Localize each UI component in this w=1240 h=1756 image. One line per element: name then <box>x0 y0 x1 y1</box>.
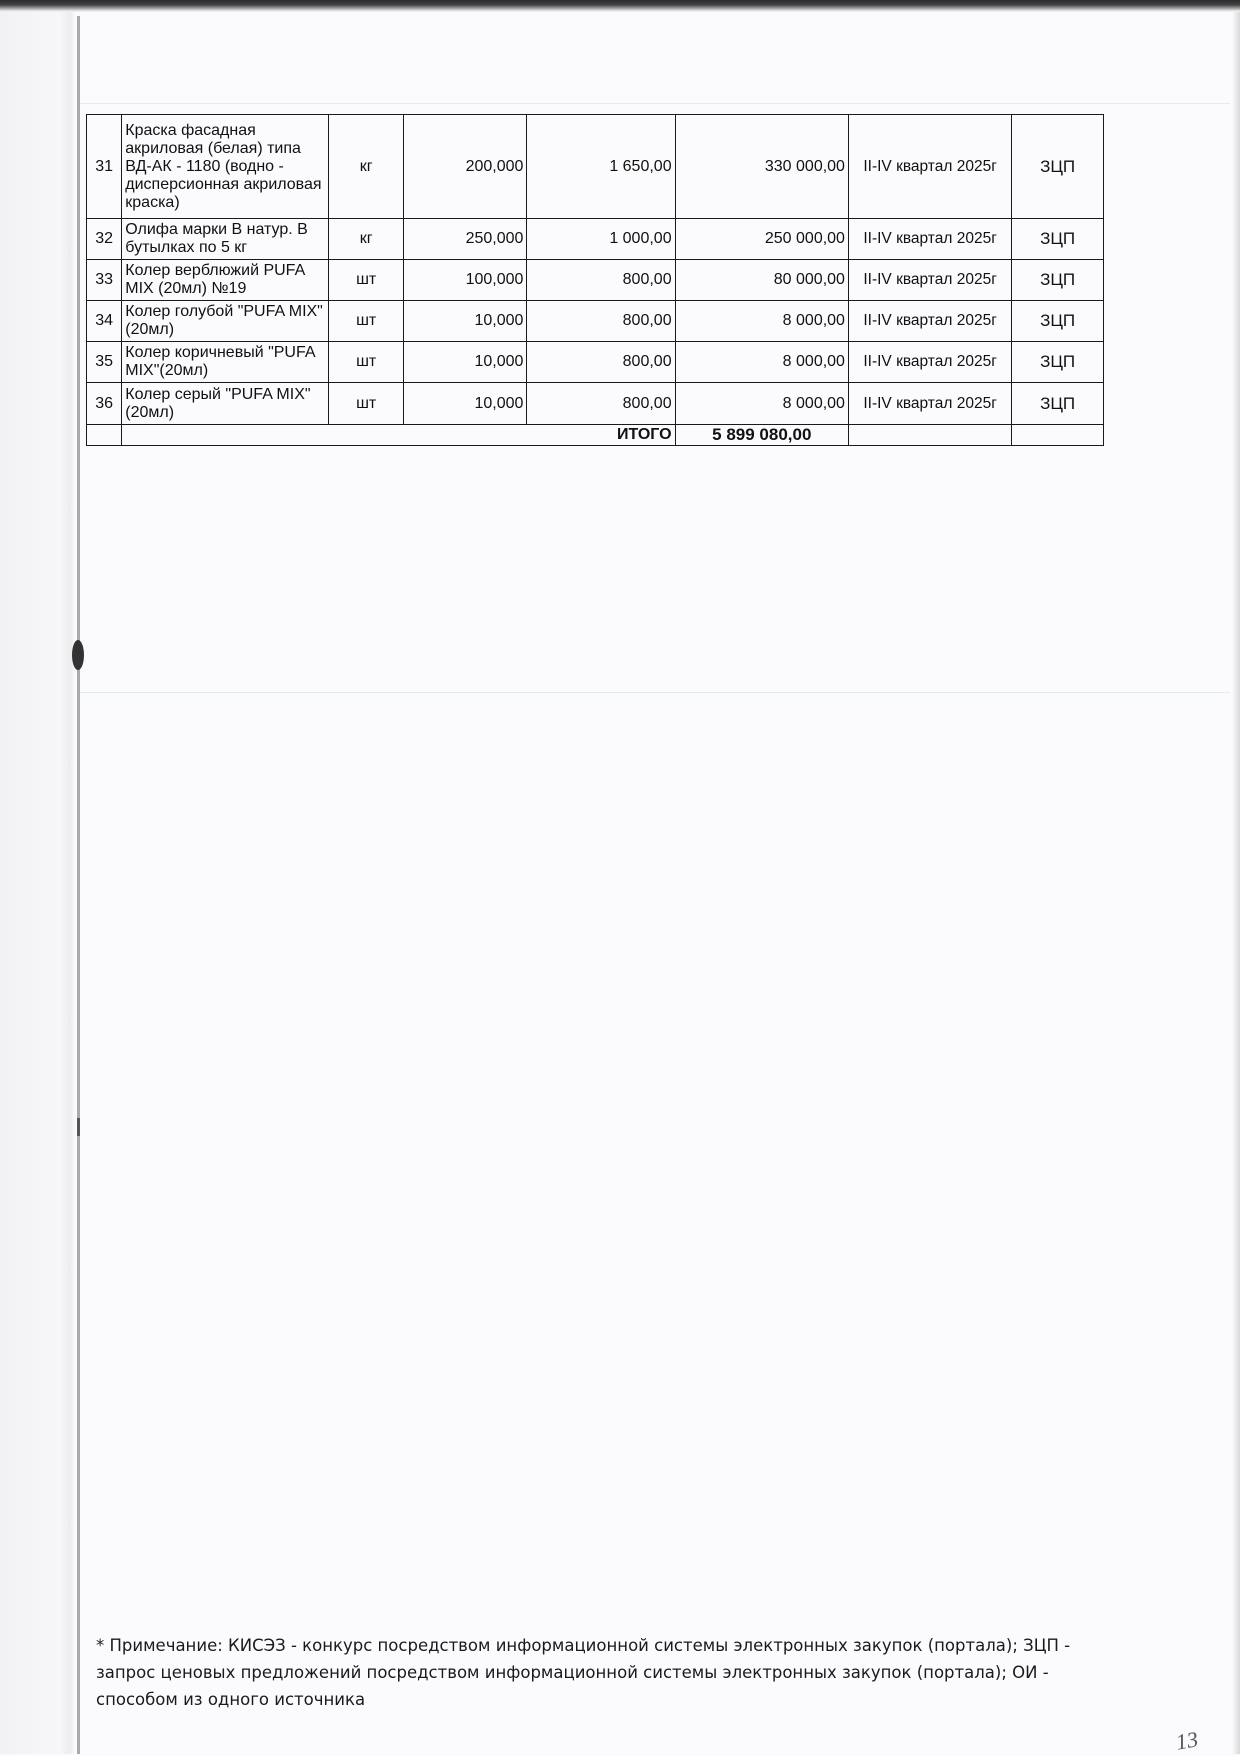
item-unit: кг <box>328 219 404 260</box>
goods-table <box>86 114 1104 446</box>
scan-top-edge <box>0 0 1240 12</box>
item-name: Колер голубой "PUFA MIX"(20мл) <box>122 301 329 342</box>
total-row <box>87 425 1104 446</box>
item-quantity: 10,000 <box>404 342 527 383</box>
scan-left-shadow <box>0 12 76 1754</box>
item-sum: 330 000,00 <box>675 115 848 219</box>
item-sum: 250 000,00 <box>675 219 848 260</box>
item-sum: 80 000,00 <box>675 260 848 301</box>
empty-cell <box>848 425 1011 446</box>
item-term: II-IV квартал 2025г <box>848 342 1011 383</box>
item-term: II-IV квартал 2025г <box>848 383 1011 425</box>
item-price: 800,00 <box>527 342 675 383</box>
punch-hole <box>72 640 84 670</box>
item-quantity: 200,000 <box>404 115 527 219</box>
item-method: ЗЦП <box>1012 383 1104 425</box>
item-sum: 8 000,00 <box>675 383 848 425</box>
item-method: ЗЦП <box>1012 219 1104 260</box>
table-row <box>87 219 1104 260</box>
item-unit: шт <box>328 342 404 383</box>
table-row <box>87 383 1104 425</box>
item-unit: шт <box>328 260 404 301</box>
item-price: 800,00 <box>527 301 675 342</box>
row-number: 35 <box>87 342 122 383</box>
faint-rule <box>80 103 1230 104</box>
item-quantity: 250,000 <box>404 219 527 260</box>
item-name: Колер серый "PUFA MIX"(20мл) <box>122 383 329 425</box>
empty-cell <box>87 425 122 446</box>
punch-mark <box>77 1118 80 1136</box>
item-term: II-IV квартал 2025г <box>848 301 1011 342</box>
item-term: II-IV квартал 2025г <box>848 115 1011 219</box>
item-price: 1 000,00 <box>527 219 675 260</box>
total-sum: 5 899 080,00 <box>675 425 848 446</box>
item-name: Колер верблюжий PUFA MIX (20мл) №19 <box>122 260 329 301</box>
item-price: 800,00 <box>527 260 675 301</box>
item-term: II-IV квартал 2025г <box>848 219 1011 260</box>
binding-line <box>77 16 80 1754</box>
item-name: Краска фасадная акриловая (белая) типа ВД-АК - 1180 (водно - дисперсионная акриловая краска) <box>122 115 329 219</box>
item-unit: кг <box>328 115 404 219</box>
row-number: 36 <box>87 383 122 425</box>
row-number: 33 <box>87 260 122 301</box>
item-name: Колер коричневый "PUFA MIX"(20мл) <box>122 342 329 383</box>
table-row <box>87 115 1104 219</box>
item-quantity: 100,000 <box>404 260 527 301</box>
empty-cell <box>1012 425 1104 446</box>
footnote: * Примечание: КИСЭЗ - конкурс посредством информационной системы электронных закупок (портала); ЗЦП - запрос ценовых предложений посредством информационной системы электронных закупок (портала); ОИ - способом из одного источника <box>96 1636 1071 1709</box>
item-quantity: 10,000 <box>404 383 527 425</box>
item-method: ЗЦП <box>1012 115 1104 219</box>
total-label: ИТОГО <box>122 425 675 446</box>
item-unit: шт <box>328 301 404 342</box>
item-price: 800,00 <box>527 383 675 425</box>
scan-right-edge <box>1232 12 1240 1754</box>
item-term: II-IV квартал 2025г <box>848 260 1011 301</box>
table-row <box>87 301 1104 342</box>
item-name: Олифа марки В натур. В бутылках по 5 кг <box>122 219 329 260</box>
table-row <box>87 342 1104 383</box>
page-number: 13 <box>1173 1726 1200 1755</box>
faint-rule <box>80 692 1230 693</box>
item-method: ЗЦП <box>1012 342 1104 383</box>
item-price: 1 650,00 <box>527 115 675 219</box>
row-number: 31 <box>87 115 122 219</box>
item-sum: 8 000,00 <box>675 301 848 342</box>
item-sum: 8 000,00 <box>675 342 848 383</box>
item-unit: шт <box>328 383 404 425</box>
item-method: ЗЦП <box>1012 301 1104 342</box>
item-quantity: 10,000 <box>404 301 527 342</box>
table-row <box>87 260 1104 301</box>
row-number: 32 <box>87 219 122 260</box>
item-method: ЗЦП <box>1012 260 1104 301</box>
row-number: 34 <box>87 301 122 342</box>
